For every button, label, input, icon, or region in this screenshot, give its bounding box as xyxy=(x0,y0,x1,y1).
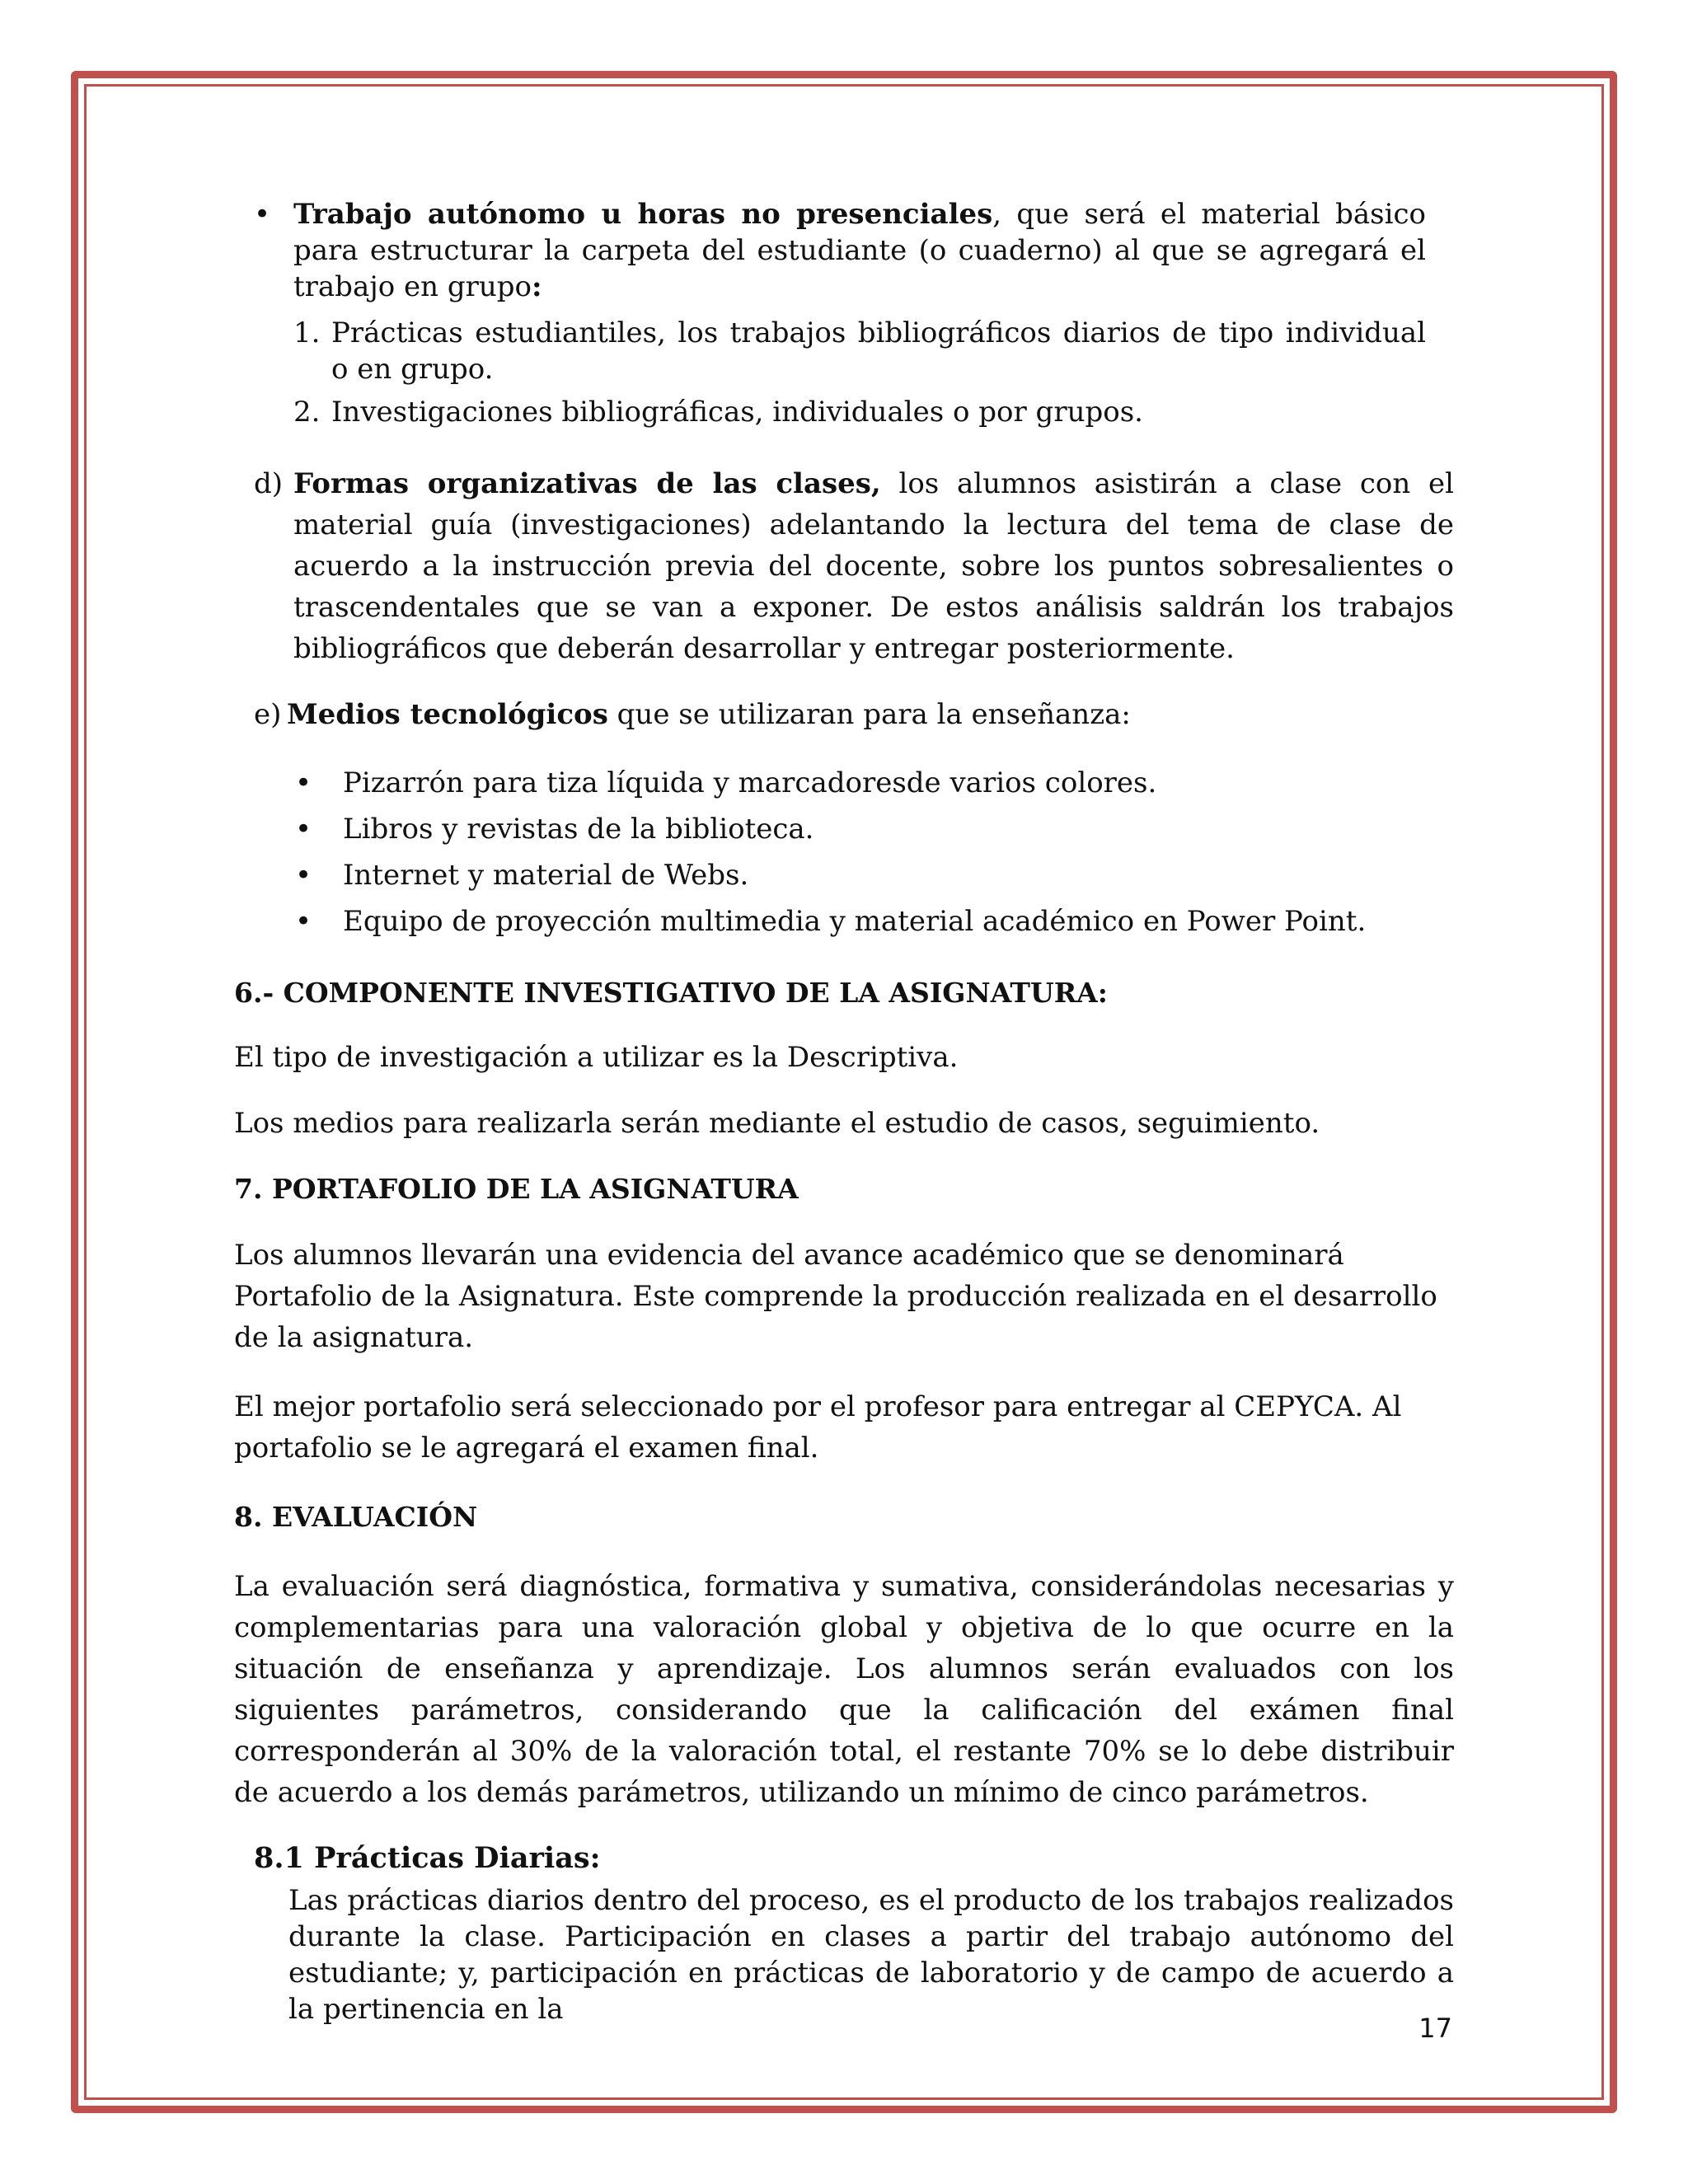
bullet-bold-label: Trabajo autónomo u horas no presenciales xyxy=(293,198,993,231)
document-body xyxy=(234,196,1454,2027)
section-8-1-heading: 8.1 Prácticas Diarias: xyxy=(254,1841,601,1875)
bullet-icon: • xyxy=(295,905,312,938)
section-6-paragraph-1: El tipo de investigación a utilizar es la Descriptiva. xyxy=(234,1041,959,1074)
item-d-bold-label: Formas organizativas de las clases, xyxy=(293,467,881,500)
list-item: • Pizarrón para tiza líquida y marcadoresde varios colores. xyxy=(234,760,1454,806)
item-e-text: que se utilizaran para la enseñanza: xyxy=(607,698,1131,731)
page-number: 17 xyxy=(1418,2013,1452,2044)
bullet-icon: • xyxy=(254,198,271,231)
bullet-trabajo-autonomo xyxy=(234,196,1426,305)
numbered-item-2 xyxy=(234,394,1426,430)
section-7-heading: 7. PORTAFOLIO DE LA ASIGNATURA xyxy=(234,1173,799,1205)
list-item: • Internet y material de Webs. xyxy=(234,852,1454,898)
section-7-paragraph-2: El mejor portafolio será seleccionado por el profesor para entregar al CEPYCA. Al portafolio se le agregará el examen final. xyxy=(234,1390,1402,1465)
section-8-1-paragraph: Las prácticas diarios dentro del proceso, es el producto de los trabajos realizados durante la clase. Participación en clases a partir del trabajo autónomo del estudiante; y, participación en prácticas de laboratorio y de campo de acuerdo a la pertinencia en la xyxy=(288,1884,1454,2026)
list-item: • Equipo de proyección multimedia y material académico en Power Point. xyxy=(234,898,1454,944)
section-8-heading: 8. EVALUACIÓN xyxy=(234,1501,478,1533)
item-letter: d) xyxy=(254,467,284,500)
section-8-paragraph: La evaluación será diagnóstica, formativa y sumativa, considerándolas necesarias y complementarias para una valoración global y objetiva de lo que ocurre en la situación de enseñanza y aprendizaje. Los alumnos serán evaluados con los siguientes parámetros, considerando que la calificación del exámen final corresponderán al 30% de la valoración total, el restante 70% se lo debe distribuir de acuerdo a los demás parámetros, utilizando un mínimo de cinco parámetros. xyxy=(234,1570,1454,1809)
item-e-bold-label: Medios tecnológicos xyxy=(287,698,608,731)
numbered-item-number: 2. xyxy=(293,396,321,429)
item-d-text: los alumnos asistirán a clase con el material guía (investigaciones) adelantando la lectura del tema de clase de acuerdo a la instrucción previa del docente, sobre los puntos sobresalientes o trascendentales que se van a exponer. De estos análisis saldrán los trabajos bibliográficos que deberán desarrollar y entregar posteriormente. xyxy=(293,467,1454,665)
section-6-heading: 6.- COMPONENTE INVESTIGATIVO DE LA ASIGNATURA: xyxy=(234,977,1108,1009)
bullet-colon: : xyxy=(532,270,542,303)
bullet-text: , que será el material básico para estructurar la carpeta del estudiante (o cuaderno) al que se agregará el trabajo en grupo xyxy=(293,198,1427,303)
list-item: • Libros y revistas de la biblioteca. xyxy=(234,806,1454,852)
item-letter: e) xyxy=(254,698,282,731)
numbered-list xyxy=(234,315,1426,430)
numbered-item-1 xyxy=(234,315,1426,387)
section-6-paragraph-2: Los medios para realizarla serán mediante el estudio de casos, seguimiento. xyxy=(234,1107,1320,1140)
numbered-item-text: Investigaciones bibliográficas, individuales o por grupos. xyxy=(331,396,1143,429)
bullet-icon: • xyxy=(295,766,312,799)
section-7-paragraph-1: Los alumnos llevarán una evidencia del avance académico que se denominará Portafolio de la Asignatura. Este comprende la producción realizada en el desarrollo de la asignatura. xyxy=(234,1239,1437,1354)
bullet-icon: • xyxy=(295,859,312,892)
item-e-medios-tecnologicos xyxy=(234,694,1454,735)
media-list xyxy=(234,760,1454,944)
numbered-item-text: Prácticas estudiantiles, los trabajos bibliográficos diarios de tipo individual o en grupo. xyxy=(331,316,1426,386)
bullet-icon: • xyxy=(295,813,312,846)
numbered-item-number: 1. xyxy=(293,316,321,349)
item-d-formas-organizativas xyxy=(234,463,1454,669)
